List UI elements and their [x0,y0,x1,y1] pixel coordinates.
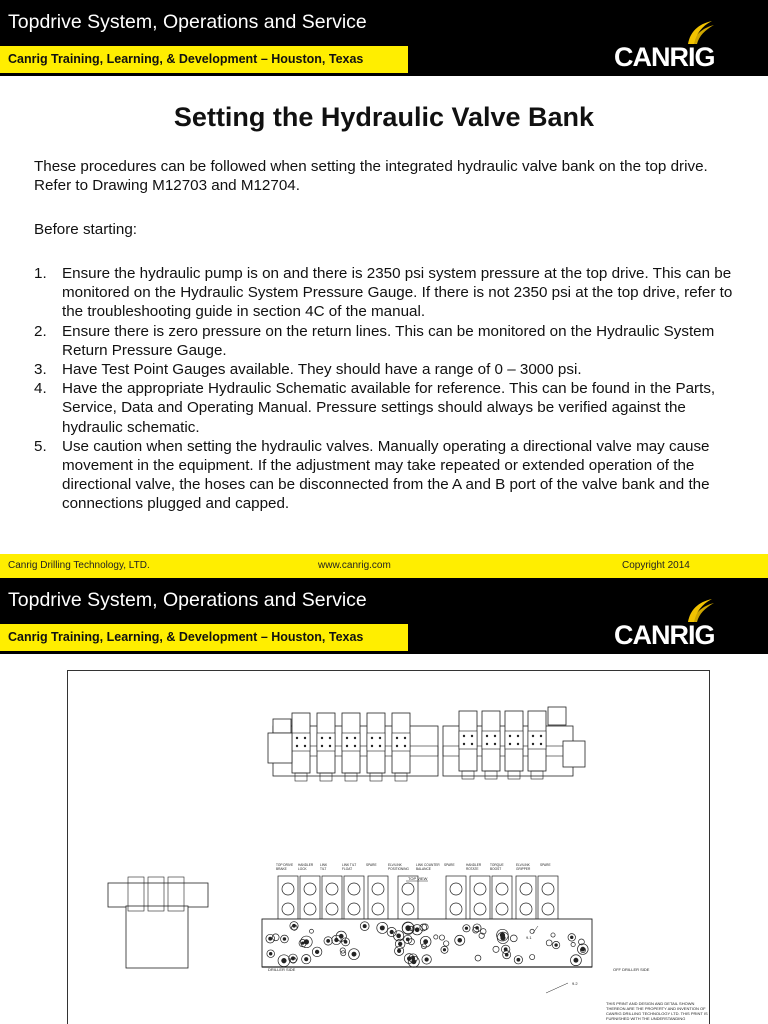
valve-bank-drawing-svg [68,671,711,1024]
callout-9-1: 9.1 [526,935,532,940]
off-driller-side-label: OFF DRILLER SIDE [613,967,650,972]
valve-bank-drawing [67,670,710,1024]
function-label: SPARE [366,863,377,867]
function-label: TOP DRIVE BRAKE [276,863,294,871]
function-label: LINK TILT FLOAT [342,863,357,871]
procedure-steps [34,264,740,514]
before-starting-label: Before starting: [34,221,137,238]
function-label: ELV/LINK POSITIONING [388,863,409,871]
step-item [34,379,740,437]
step-text: Use caution when setting the hydraulic valves. Manually operating a directional valve may cause movement in the equipment. If the adjustment may take repeated or extended operation of the directional valve, the hoses can be disconnected from the A and B port of the valve bank and the connections plugged and capped. [62,437,710,513]
step-number: 2. [34,322,47,340]
function-label-group [276,863,551,871]
slide-title: Setting the Hydraulic Valve Bank [173,102,595,132]
slide-footer [0,554,768,578]
header-title: Topdrive System, Operations and Service [8,11,367,33]
step-item [34,437,740,514]
footer-copyright: Copyright 2014 [622,560,690,571]
subtitle-bar [0,46,408,73]
step-number: 1. [34,265,47,282]
footer-website-link[interactable]: www.canrig.com [318,560,391,571]
logo-text: CANRIG [614,620,715,650]
step-text: Have Test Point Gauges available. They should have a range of 0 – 3000 psi. [62,361,582,379]
callout-9-2: 9.2 [572,981,578,986]
function-label: TORQUE BOOST [490,863,504,871]
intro-paragraph: These procedures can be followed when setting the integrated hydraulic valve bank on the top drive. Refer to Drawing M12703 and M12704. [34,158,708,194]
top-view-label: TOP VIEW [408,876,428,881]
step-number: 4. [34,380,47,398]
canrig-logo [612,598,732,650]
drawing-notice: THIS PRINT AND DESIGN AND DETAIL SHOWN THEREON ARE THE PROPERTY AND INVENTION OF CANRIG DRILLING TECHNOLOGY LTD. THIS PRINT IS FURNISHED WITH THE UNDERSTANDING [606,1001,708,1021]
canrig-logo [612,20,732,72]
function-label: LINK TILT [320,863,328,871]
step-item [34,322,740,360]
function-label: SPARE [444,863,455,867]
function-label: HANDLER LOCK [298,863,314,871]
subtitle-bar [0,624,408,651]
function-label: HANDLER ROTATE [466,863,482,871]
step-number: 5. [34,437,47,455]
header-subtitle: Canrig Training, Learning, & Development – Houston, Texas [8,630,364,644]
step-item [34,360,740,379]
header-title: Topdrive System, Operations and Service [8,589,367,611]
function-label: LINK COUNTER BALANCE [416,863,440,871]
step-item [34,264,740,322]
step-text: Ensure the hydraulic pump is on and there is 2350 psi system pressure at the top drive. This can be monitored on the Hydraulic System Pressure Gauge. If there is not 2350 psi at the top drive, refer to the troubleshooting guide in section 4C of the manual. [62,265,733,321]
footer-company: Canrig Drilling Technology, LTD. [8,560,150,571]
step-text: Ensure there is zero pressure on the return lines. This can be monitored on the Hydraulic System Return Pressure Gauge. [62,322,715,359]
step-number: 3. [34,361,47,379]
slide-header [0,578,768,654]
slide-2 [0,578,768,1024]
step-text: Have the appropriate Hydraulic Schematic available for reference. This can be found in the Parts, Service, Data and Operating Manual. Pressure settings should always be verified against the hydraulic schematic. [62,380,716,436]
logo-text: CANRIG [614,42,715,72]
driller-side-label: DRILLER SIDE [268,967,296,972]
function-label: SPARE [540,863,551,867]
header-subtitle: Canrig Training, Learning, & Development – Houston, Texas [8,52,364,66]
slide-header [0,0,768,76]
function-label: ELV/LINK GRIPPER [516,863,531,871]
